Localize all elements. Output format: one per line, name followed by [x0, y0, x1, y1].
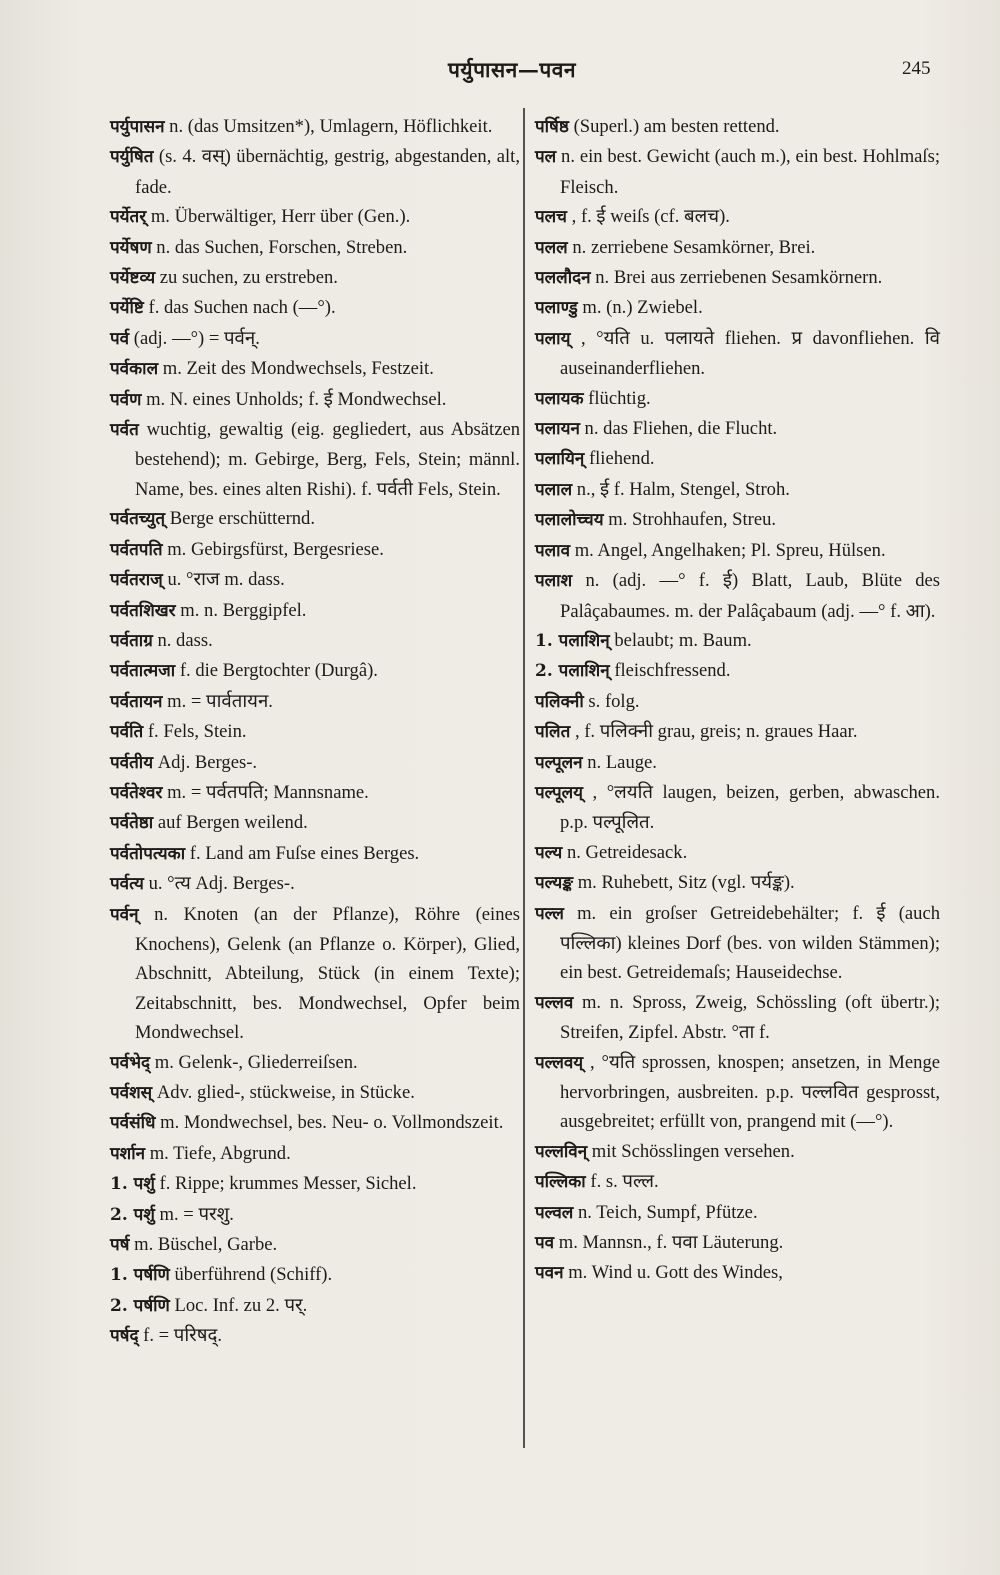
entry-gloss: Adv. glied-, stückweise, in Stücke.: [156, 1082, 415, 1103]
dictionary-entry: [110, 1230, 520, 1260]
entry-headword: पर्युषित: [110, 147, 154, 168]
dictionary-entry: [110, 535, 520, 565]
entry-headword: पर्षिष्ठ: [535, 117, 569, 137]
dictionary-entry: [535, 444, 940, 474]
dictionary-entry: [535, 1228, 940, 1258]
dictionary-entry: [110, 354, 520, 384]
entry-headword: 1. पर्षणि: [110, 1265, 170, 1286]
entry-gloss: f. Land am Fuſse eines Berges.: [189, 842, 420, 864]
entry-headword: पल्पूलन: [535, 752, 583, 773]
entry-headword: पर्वन्: [110, 904, 139, 925]
entry-headword: पर्वतराज्: [110, 570, 163, 591]
entry-gloss: m. = पार्वतायन.: [167, 690, 273, 712]
dictionary-entry: [110, 900, 520, 1048]
entry-gloss: m. Überwältiger, Herr über (Gen.).: [150, 206, 411, 228]
entry-gloss: m. (n.) Zwiebel.: [582, 297, 703, 319]
entry-headword: पर्वतायन: [110, 691, 163, 712]
entry-headword: पल्यङ्क: [535, 873, 574, 894]
entry-gloss: zu suchen, zu erstreben.: [159, 267, 338, 289]
entry-gloss: m. = परशु.: [159, 1203, 234, 1225]
dictionary-entry: [110, 1169, 520, 1199]
entry-gloss: m. ein groſser Getreidebehälter; f. ई (auch पल्लिका) kleines Dorf (bes. von wilden Stämmen); ein best. Getreidemaſs; Hauseidechse.: [560, 902, 940, 984]
entry-gloss: Adj. Berges-.: [157, 751, 258, 773]
entry-headword: पर्वतेश्वर: [110, 782, 163, 803]
dictionary-entry: [535, 536, 940, 566]
dictionary-entry: [110, 142, 520, 202]
entry-headword: पल: [535, 147, 557, 168]
dictionary-entry: [535, 505, 940, 535]
entry-headword: पर्शान: [110, 1143, 146, 1164]
dictionary-entry: [110, 233, 520, 263]
entry-gloss: m. Ruhebett, Sitz (vgl. पर्यङ्क).: [577, 872, 795, 894]
dictionary-entry: [535, 838, 940, 868]
entry-headword: पर्येष्टि: [110, 298, 144, 319]
entry-headword: पर्वताग्र: [110, 630, 153, 651]
entry-gloss: m. = पर्वतपति; Mannsname.: [167, 781, 369, 803]
entry-headword: पल्ल: [535, 903, 564, 924]
dictionary-entry: [110, 748, 520, 778]
entry-gloss: wuchtig, gewaltig (eig. gegliedert, aus Absätzen bestehend); m. Gebirge, Berg, Fels, Stein; männl. Name, bes. eines alten Rishi). f. पर्वती Fels, Stein.: [135, 419, 520, 500]
dictionary-entry: [110, 1200, 520, 1230]
entry-headword: पर्वशस्: [110, 1083, 153, 1103]
entry-headword: पल्वल: [535, 1202, 574, 1223]
dictionary-entry: [110, 1048, 520, 1078]
dictionary-entry: [110, 415, 520, 504]
entry-headword: पलित: [535, 722, 571, 743]
entry-gloss: n. zerriebene Sesamkörner, Brei.: [572, 236, 816, 258]
entry-headword: पर्वतोपत्यका: [110, 843, 186, 864]
entry-headword: पर्वतच्युत्: [110, 509, 166, 530]
entry-headword: पलच: [535, 207, 567, 228]
entry-gloss: , f. पलिक्नी grau, greis; n. graues Haar.: [574, 721, 858, 743]
dictionary-entry: [110, 839, 520, 869]
entry-gloss: n. das Fliehen, die Flucht.: [584, 418, 778, 440]
entry-headword: पर्वतात्मजा: [110, 661, 176, 682]
dictionary-entry: [535, 233, 940, 263]
entry-gloss: belaubt; m. Baum.: [614, 629, 752, 651]
entry-gloss: m. Angel, Angelhaken; Pl. Spreu, Hülsen.: [574, 539, 886, 561]
entry-gloss: m. n. Spross, Zweig, Schössling (oft übertr.); Streifen, Zipfel. Abstr. °ता f.: [560, 991, 940, 1044]
entry-headword: पर्वण: [110, 389, 142, 410]
dictionary-entry: [110, 1321, 520, 1351]
entry-headword: पलाल: [535, 479, 573, 500]
dictionary-entry: [110, 869, 520, 899]
dictionary-entry: [535, 566, 940, 626]
dictionary-entry: [110, 656, 520, 686]
dictionary-entry: [110, 687, 520, 717]
dictionary-entry: [110, 263, 520, 293]
dictionary-entry: [535, 899, 940, 988]
entry-gloss: n. Teich, Sumpf, Pfütze.: [577, 1201, 758, 1223]
entry-gloss: mit Schösslingen versehen.: [591, 1140, 795, 1162]
column-divider: [523, 108, 525, 1448]
dictionary-entry: [535, 1048, 940, 1137]
dictionary-entry: [110, 717, 520, 747]
entry-gloss: , °लयति laugen, beizen, gerben, abwaschen. p.p. पल्पूलित.: [560, 781, 940, 834]
dictionary-entry: [535, 626, 940, 656]
entry-gloss: n. Brei aus zerriebenen Sesamkörnern.: [595, 267, 883, 289]
entry-gloss: m. N. eines Unholds; f. ई Mondwechsel.: [146, 388, 447, 410]
dictionary-entry: [535, 112, 940, 142]
dictionary-entry: [110, 565, 520, 595]
entry-headword: पल्लवय्: [535, 1052, 584, 1073]
dictionary-entry: [535, 1137, 940, 1167]
dictionary-entry: [535, 868, 940, 898]
dictionary-entry: [535, 748, 940, 778]
entry-headword: पल्य: [535, 842, 563, 863]
entry-headword: पर्वकाल: [110, 359, 159, 380]
entry-headword: 2. पलाशिन्: [535, 661, 610, 682]
entry-headword: पलिक्नी: [535, 691, 584, 712]
entry-gloss: Loc. Inf. zu 2. पर्.: [174, 1294, 308, 1316]
dictionary-entry: [535, 293, 940, 323]
entry-gloss: m. Wind u. Gott des Windes,: [568, 1262, 783, 1284]
entry-gloss: n., ई f. Halm, Stengel, Stroh.: [576, 478, 790, 500]
entry-headword: पल्लिका: [535, 1172, 586, 1193]
entry-headword: पल्लविन्: [535, 1141, 588, 1162]
entry-headword: पर्षद्: [110, 1326, 139, 1347]
entry-gloss: (Superl.) am besten rettend.: [573, 116, 780, 137]
dictionary-entry: [110, 324, 520, 354]
dictionary-entry: [535, 778, 940, 838]
entry-headword: पव: [535, 1233, 555, 1254]
entry-headword: पलालोच्चय: [535, 510, 604, 531]
entry-headword: पल्पूलय्: [535, 782, 583, 803]
page-header: [0, 52, 1000, 82]
entry-gloss: n. Getreidesack.: [566, 841, 688, 863]
dictionary-entry: [535, 202, 940, 232]
entry-gloss: überführend (Schiff).: [174, 1264, 333, 1286]
entry-gloss: u. °राज m. dass.: [167, 569, 285, 591]
entry-headword: पवन: [535, 1263, 564, 1284]
dictionary-entry: [110, 504, 520, 534]
entry-gloss: m. Gelenk-, Gliederreiſsen.: [154, 1051, 358, 1073]
left-column: [110, 112, 520, 1352]
dictionary-entry: [110, 778, 520, 808]
dictionary-entry: [110, 385, 520, 415]
entry-gloss: n. (adj. —° f. ई) Blatt, Laub, Blüte des Palâçabaumes. m. der Palâçabaum (adj. —° f. आ).: [560, 570, 940, 622]
entry-headword: पर्वतशिखर: [110, 600, 176, 621]
entry-gloss: Berge erschütternd.: [169, 508, 316, 530]
entry-gloss: f. s. पल्ल.: [590, 1171, 659, 1193]
dictionary-entry: [535, 656, 940, 686]
entry-headword: पर्येतर्: [110, 207, 147, 228]
dictionary-entry: [535, 414, 940, 444]
entry-headword: पलाण्डु: [535, 298, 578, 319]
entry-gloss: m. n. Berggipfel.: [180, 599, 307, 621]
entry-headword: पलायक: [535, 388, 584, 409]
entry-gloss: (s. 4. वस्) übernächtig, gestrig, abgestanden, alt, fade.: [135, 146, 520, 198]
entry-gloss: n. dass.: [157, 629, 213, 651]
entry-gloss: m. Zeit des Mondwechsels, Festzeit.: [162, 358, 434, 380]
entry-gloss: f. das Suchen nach (—°).: [148, 297, 336, 319]
entry-headword: पलायिन्: [535, 449, 585, 470]
entry-headword: पर्वत: [110, 420, 139, 441]
dictionary-entry: [110, 1108, 520, 1138]
entry-gloss: m. Mannsn., f. पवा Läuterung.: [558, 1232, 784, 1254]
entry-gloss: n. ein best. Gewicht (auch m.), ein best. Hohlmaſs; Fleisch.: [560, 146, 940, 198]
entry-headword: 2. पर्शु: [110, 1204, 155, 1225]
page-number: 245: [902, 58, 931, 79]
dictionary-entry: [535, 384, 940, 414]
entry-gloss: , °यति sprossen, knospen; ansetzen, in Menge hervorbringen, ausbreiten. p.p. पल्लवित gesprosst, ausgebreitet; erfüllt von, prangend mit (—°).: [560, 1051, 940, 1133]
entry-gloss: fleischfressend.: [614, 660, 731, 682]
entry-headword: पलाश: [535, 571, 573, 592]
entry-gloss: auf Bergen weilend.: [157, 812, 308, 834]
entry-headword: पर्वसंधि: [110, 1113, 156, 1134]
entry-headword: पर्ष: [110, 1235, 130, 1256]
entry-gloss: f. Fels, Stein.: [147, 721, 247, 743]
dictionary-entry: [535, 263, 940, 293]
entry-headword: 2. पर्षणि: [110, 1295, 170, 1316]
dictionary-entry: [110, 1078, 520, 1108]
entry-gloss: f. die Bergtochter (Durgâ).: [179, 660, 378, 682]
dictionary-entry: [110, 808, 520, 838]
dictionary-entry: [535, 717, 940, 747]
entry-gloss: flüchtig.: [588, 387, 651, 409]
entry-headword: पलाव: [535, 540, 571, 561]
dictionary-entry: [535, 988, 940, 1048]
entry-headword: पर्वति: [110, 722, 144, 743]
dictionary-entry: [535, 324, 940, 384]
entry-gloss: f. = परिषद्.: [143, 1325, 223, 1347]
dictionary-entry: [535, 142, 940, 202]
entry-gloss: m. Strohhaufen, Streu.: [608, 509, 777, 531]
entry-gloss: m. Tiefe, Abgrund.: [149, 1142, 291, 1164]
entry-headword: पर्वतपति: [110, 539, 163, 560]
dictionary-entry: [110, 626, 520, 656]
entry-gloss: m. Gebirgsfürst, Bergesriese.: [167, 538, 384, 560]
entry-headword: पलल: [535, 237, 568, 258]
entry-gloss: n. das Suchen, Forschen, Streben.: [156, 236, 408, 258]
entry-headword: पर्युपासन: [110, 117, 165, 137]
entry-gloss: n. (das Umsitzen*), Umlagern, Höflichkeit.: [169, 116, 493, 137]
entry-gloss: n. Knoten (an der Pflanze), Röhre (eines Knochens), Gelenk (an Pflanze o. Körper), Glied, Abschnitt, Abteilung, Stück (in einem Texte); Zeitabschnitt, bes. Mondwechsel, Opfer beim Mondwechsel.: [135, 903, 520, 1044]
dictionary-entry: [110, 1260, 520, 1290]
entry-headword: पर्वभेद्: [110, 1052, 151, 1073]
dictionary-entry: [110, 1291, 520, 1321]
entry-gloss: u. °त्य Adj. Berges-.: [148, 873, 295, 895]
dictionary-entry: [535, 1198, 940, 1228]
entry-headword: पर्येष्टव्य: [110, 268, 156, 289]
entry-headword: 1. पर्शु: [110, 1174, 155, 1195]
entry-headword: पललौदन: [535, 268, 591, 289]
entry-gloss: (adj. —°) = पर्वन्.: [133, 327, 260, 349]
entry-gloss: n. Lauge.: [587, 751, 657, 773]
dictionary-entry: [110, 596, 520, 626]
right-column: [535, 112, 940, 1289]
dictionary-entry: [535, 1258, 940, 1288]
entry-gloss: m. Büschel, Garbe.: [134, 1234, 278, 1256]
entry-headword: पर्व: [110, 328, 130, 349]
entry-headword: 1. पलाशिन्: [535, 630, 610, 651]
entry-headword: पर्वत्य: [110, 874, 144, 895]
dictionary-entry: [110, 202, 520, 232]
entry-headword: पर्वतीय: [110, 752, 154, 773]
entry-headword: पर्येषण: [110, 237, 152, 258]
entry-headword: पलायन: [535, 419, 580, 440]
entry-gloss: , f. ई weiſs (cf. बलच).: [571, 206, 730, 228]
dictionary-entry: [535, 1167, 940, 1197]
entry-gloss: m. Mondwechsel, bes. Neu- o. Vollmondszeit.: [160, 1112, 504, 1134]
entry-headword: पलाय्: [535, 328, 571, 349]
dictionary-entry: [110, 112, 520, 142]
dictionary-entry: [110, 293, 520, 323]
entry-gloss: f. Rippe; krummes Messer, Sichel.: [159, 1173, 417, 1195]
dictionary-entry: [535, 475, 940, 505]
dictionary-entry: [535, 687, 940, 717]
entry-headword: पल्लव: [535, 992, 574, 1013]
dictionary-entry: [110, 1139, 520, 1169]
entry-gloss: s. folg.: [588, 690, 640, 712]
running-head: पर्युपासन—पवन: [448, 57, 577, 82]
entry-gloss: fliehend.: [588, 448, 655, 470]
entry-gloss: , °यति u. पलायते fliehen. प्र davonfliehen. वि auseinanderfliehen.: [560, 327, 940, 380]
entry-headword: पर्वतेष्ठा: [110, 813, 154, 834]
